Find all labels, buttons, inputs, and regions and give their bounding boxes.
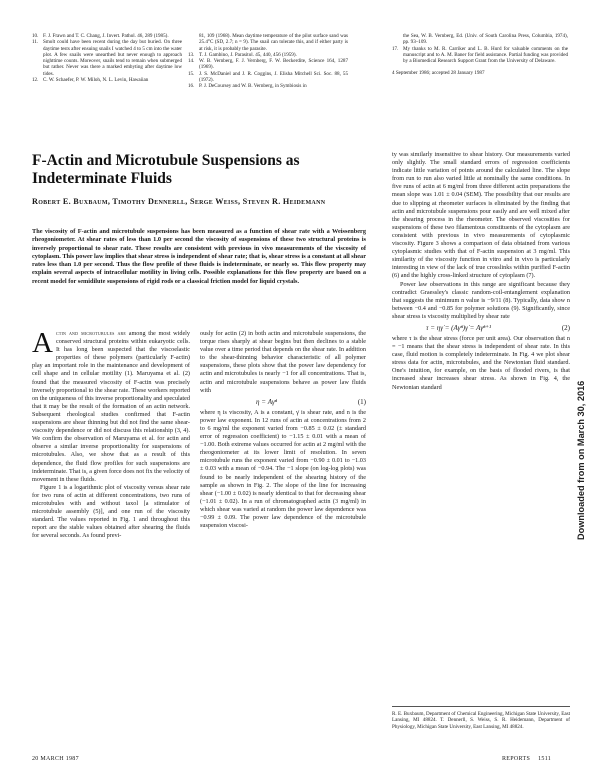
download-watermark: Downloaded from on March 30, 2016 (576, 380, 586, 540)
drop-cap: A (32, 327, 53, 359)
reference-text: Smolt could have been recent during the day but buried. On three daytime tests after ensuing snails I watched 4 to 5 cm into the water plot. A few snails were unearthed but never enough to approach nighttime counts. Moreover, snails tend to remain when submerged but rather. Never was there a marked embyting after daytime low tides. (43, 39, 182, 77)
article-abstract: The viscosity of F-actin and microtubule suspensions has been measured as a function of shear rate with a Weissenberg rheogoniometer. At shear rates of less than 1.0 per second the viscosity of suspensions of these two structural proteins is inversely proportional to shear rate. These results are consistent with previous in vivo measurements of the viscosity of cytoplasm. This power law implies that shear stress is independent of shear rate; that is, shear stress is a constant at all shear rates less than 1.0 per second. Thus the flow profile of these fluids is indeterminate, or nearly so. This flow property may explain several aspects of intracellular motility in living cells. Possible explanations for this flow property are based on a recent model for semidilute suspensions of rigid rods or a classical friction model for liquid crystals. (32, 228, 366, 285)
reference-text: W. B. Vernberg, F. J. Vernberg, F. W. Beckerdite, Science 164, 1287 (1969). (199, 58, 348, 71)
page-number: 1511 (538, 756, 552, 762)
references-column-3 (392, 33, 568, 77)
body-column-middle (200, 330, 366, 530)
received-date: 4 September 1986; accepted 28 January 1987 (392, 70, 485, 77)
reference-number (188, 33, 199, 52)
reference-item (32, 39, 182, 77)
reference-item (188, 33, 348, 52)
reference-item (32, 77, 182, 83)
references-column-1 (32, 33, 182, 83)
reference-number: 13. (188, 51, 195, 58)
reference-item (392, 46, 568, 65)
article-title: F-Actin and Microtubule Suspensions as Indeterminate Fluids (32, 152, 300, 187)
reference-text: J. S. McDaniel and J. R. Coggins, J. Elisha Mitchell Sci. Soc. 88, 55 (1972). (199, 70, 348, 84)
issue-date: 20 MARCH 1987 (32, 756, 79, 762)
reference-text: 81, 109 (1968). Mean daytime temperature of the pilot surface sand was 25.4°C (SD, 2.7; n = 9). The snail can tolerate this, and if either party is at risk, it is probably the parasite. (199, 33, 348, 52)
page-footer (502, 756, 551, 762)
author-affiliations: R. E. Buxbaum, Department of Chemical Engineering, Michigan State University, East Lansing, MI 48824. T. Dennerll, S. Weiss, S. R. Heidemann, Department of Physiology, Michigan State University, East Lansing, MI 48824. (392, 706, 570, 730)
equation-number: (2) (561, 323, 570, 332)
reference-text: T. J. Gambino, J. Parasitol. 45, 440, 456 (1959). (199, 51, 297, 58)
reference-number: 14. (188, 58, 195, 65)
reference-text: F. J. Frawn and T. C. Chang, J. Invert. Pathol. 46, 289 (1985). (43, 33, 169, 39)
reference-number: 11. (32, 39, 39, 46)
article-authors: Robert E. Buxbaum, Timothy Dennerll, Serge Weiss, Steven R. Heidemann (32, 197, 326, 206)
equation-2 (392, 321, 570, 335)
paragraph: Figure 1 is a logarithmic plot of viscosity versus shear rate for two runs of actin at different concentrations, two runs of microtubules with and without taxol [a stimulator of microtubule assembly (5)], and one run of the viscosity standard. The values reported in Fig. 1 and throughout this report are the stable values obtained after shearing the fluids for several seconds. As found previ- (32, 483, 190, 540)
reference-number: 12. (32, 77, 39, 84)
reference-text: C. W. Schaefer, P. W. Miloh, N. L. Levin, Hawaiian (43, 77, 149, 84)
reference-number: 17. (392, 45, 399, 52)
paragraph: where τ is the shear stress (force per unit area). Our observation that n = −1 means that the shear stress is independent of shear rate. In this case, fluid motion is completely indeterminate. In Fig. 4 we plot shear stress data for actin, microtubules, and the Newtonian fluid standard. One's intuition, for example, on the basis of flooded rivers, is that increased shear increases shear stress. As shown in Fig. 4, the Newtonian standard (392, 334, 570, 391)
lead-in-text: ctin and microtubules are (55, 330, 127, 337)
paragraph: ty was similarly insensitive to shear history. Our measurements varied only slightly. The small standard errors of regression coefficients indicate little variation of points around the calculated line. The slope from run to run also varied little at nominally the same conditions. In five runs of actin at 6 mg/ml from three different actin preparations the mean slope was 1.01 ± 0.04 (SEM). The possibility that our results are due to slipping at rheometer surfaces is eliminated by the finding that actin and microtubule suspensions pour easily and are well mixed after the shearing process in the rheometer. The observed viscosities for suspensions of these two filamentous constituents of the cytoplasm are consistent with previous in vivo measurements of cytoplasmic viscosity. Figure 3 shows a comparison of data obtained from various cytoplasmic studies with that of F-actin suspension at 3 mg/ml. This similarity of the viscosity function in vitro and in vivo is particularly interesting in view of the lack of true crosslinks within purified F-actin (6) and the highly cross-linked structure of cytoplasm (7). (392, 151, 570, 280)
reference-number: 16. (188, 83, 195, 90)
body-column-left (32, 327, 190, 540)
paragraph: ously for actin (2) in both actin and microtubule suspensions, the torque rises sharply at shear begins but then declines to a stable value over a time period that depends on the shear rate. In addition to the shear-thinning behavior characteristic of all polymer suspensions, these plots show that the power law dependency for actin and microtubules is nearly −1 for all concentrations. That is, actin and microtubule suspensions behave as power law fluids with (200, 330, 366, 394)
reference-text: the Sea, W. B. Vernberg, Ed. (Univ. of South Carolina Press, Columbia, 1974), pp. 93–109. (403, 33, 568, 46)
reference-item (392, 33, 568, 46)
equation-text: τ = ηγ̇ = (Aγ̇ⁿ)γ̇ = Aγ̇ⁿ⁺¹ (426, 323, 492, 332)
reference-text: My thanks to M. R. Carriker and L. B. Hurd for valuable comments on the manuscript and to A. M. Baner for field assistance. Partial funding was provided by a Biomedical Research Support Grant from the University of Delaware. (403, 45, 568, 65)
reference-number: 10. (32, 33, 39, 39)
references-column-2 (188, 33, 348, 90)
body-column-right (392, 151, 570, 392)
equation-number: (1) (357, 397, 366, 406)
reference-item (188, 83, 348, 89)
reference-item (188, 58, 348, 71)
reference-item (188, 71, 348, 84)
paragraph: Power law observations in this range are significant because they contradict Graessley's classic random-coil-entanglement explanation that suggests the minimum n value is −9/11 (8). Typically, data show n between −0.4 and −0.85 for polymer solutions (9). Significantly, since shear stress is viscosity multiplied by shear rate (392, 280, 570, 320)
equation-text: η = Aγ̇ⁿ (256, 397, 277, 406)
paragraph: where η is viscosity, A is a constant, γ̇ is shear rate, and n is the power law exponent. In 12 runs of actin at concentrations from 2 to 6 mg/ml the exponent varied from −0.85 ± 0.02 (± standard error of regression coefficient) to −1.15 ± 0.01 with a mean of −1.00. Both extreme values occurred for actin at 2 mg/ml with the rheogoniometer at its lower limit of resolution. In seven microtubule runs the exponent varied from −0.90 ± 0.01 to −1.03 ± 0.03 with a mean of −0.94. The −1 slope (on log-log plots) was found to be nearly independent of the shearing history of the sample as shown in Fig. 2. The slope of the line for increasing shear (−1.00 ± 0.02) is nearly identical to that for decreasing shear (−1.01 ± 0.02). In a run of chromatographed actin (3 mg/ml) in which shear was varied at random the power law dependence was −0.99 ± 0.09. The power law dependence of the microtubule suspension viscosi- (200, 408, 366, 530)
paragraph-text: among the most widely conserved structural proteins within eukaryotic cells. It has long been suspected that the viscoelastic properties of these polymers (particularly F-actin) play an important role in the maintenance and development of cell shape and in cellular motility (1). Maruyama et al. (2) found that the measured viscosity of F-actin was precisely inversely proportional to the shear rate. These workers reported on the uniqueness of this inverse proportionality and speculated that it may be the result of the formation of an actin network. Subsequent rheological studies confirmed that F-actin suspensions are shear thinning but did not find the same shear-viscosity dependence or did not discuss this relationship (3, 4). We confirm the observation of Maruyama et al. for actin and observe a similar inverse proportionality for suspensions of microtubules. Also, we show that as a result of this dependence, the fluid flow profiles for such suspensions are indeterminate. That is, a given force does not fix the velocity of movement in these fluids. (32, 330, 190, 483)
reference-number: 15. (188, 70, 195, 77)
intro-paragraph (32, 327, 190, 484)
reference-text: P. J. DeCoursey and W. B. Vernberg, in Symbiosis in (199, 83, 307, 90)
section-name: REPORTS (502, 756, 531, 762)
equation-1 (200, 395, 366, 409)
reference-number (392, 33, 403, 46)
